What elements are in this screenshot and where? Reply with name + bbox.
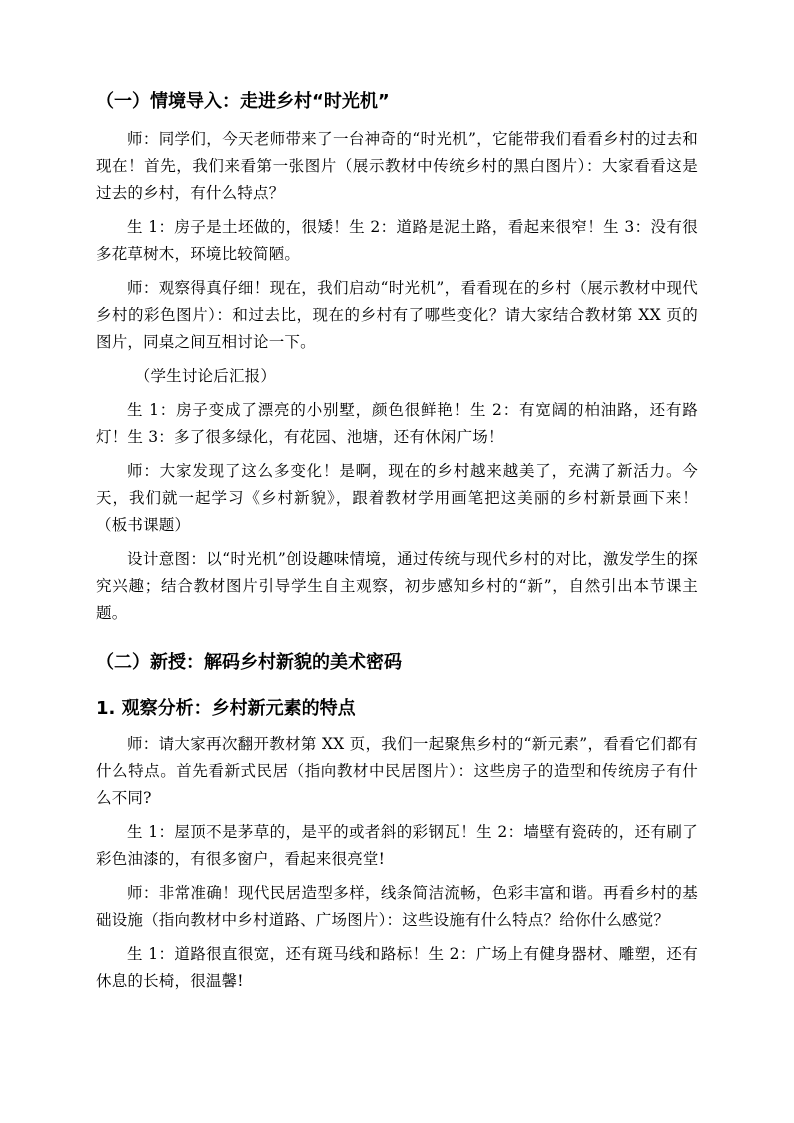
- paragraph-teacher-infrastructure: 师：非常准确！现代民居造型多样，线条简洁流畅，色彩丰富和谐。再看乡村的基础设施（指向教材中乡村道路、广场图片）：这些设施有什么特点？给你什么感觉？: [96, 884, 698, 929]
- paragraph-student-answers-2: 生 1：房子变成了漂亮的小别墅，颜色很鲜艳！生 2：有宽阔的柏油路，还有路灯！生 3：多了很多绿化，有花园、池塘，还有休闲广场！: [96, 401, 698, 446]
- paragraph-discussion-note: （学生讨论后汇报）: [134, 367, 277, 385]
- paragraph-teacher-intro: 师：同学们，今天老师带来了一台神奇的“时光机”，它能带我们看看乡村的过去和现在！首先，我们来看第一张图片（展示教材中传统乡村的黑白图片）：大家看看这是过去的乡村，有什么特点？: [96, 130, 698, 202]
- paragraph-teacher-time-machine: 师：观察得真仔细！现在，我们启动“时光机”，看看现在的乡村（展示教材中现代乡村的彩色图片）：和过去比，现在的乡村有了哪些变化？请大家结合教材第 XX 页的图片，同桌之间互相讨论一下。: [96, 279, 698, 351]
- paragraph-student-answers-3: 生 1：屋顶不是茅草的，是平的或者斜的彩钢瓦！生 2：墙壁有瓷砖的，还有刷了彩色油漆的，有很多窗户，看起来很亮堂!: [96, 823, 698, 868]
- paragraph-teacher-summary: 师：大家发现了这么多变化！是啊，现在的乡村越来越美了，充满了新活力。今天，我们就一起学习《乡村新貌》，跟着教材学用画笔把这美丽的乡村新景画下来！（板书课题）: [96, 462, 698, 534]
- paragraph-design-intent: 设计意图：以“时光机”创设趣味情境，通过传统与现代乡村的对比，激发学生的探究兴趣；结合教材图片引导学生自主观察，初步感知乡村的“新”，自然引出本节课主题。: [96, 550, 698, 622]
- document-content: [96, 88, 698, 1002]
- subsection-heading-1: 1. 观察分析：乡村新元素的特点: [96, 698, 356, 719]
- paragraph-teacher-new-elements: 师：请大家再次翻开教材第 XX 页，我们一起聚焦乡村的“新元素”，看看它们都有什么特点。首先看新式民居（指向教材中民居图片）：这些房子的造型和传统房子有什么不同?: [96, 735, 698, 807]
- section-heading-1: （一）情境导入：走进乡村“时光机”: [96, 91, 390, 112]
- section-heading-2: （二）新授：解码乡村新貌的美术密码: [96, 652, 402, 673]
- paragraph-student-answers-1: 生 1：房子是土坯做的，很矮！生 2：道路是泥土路，看起来很窄！生 3：没有很多花草树木，环境比较简陋。: [96, 218, 698, 263]
- paragraph-student-answers-4: 生 1：道路很直很宽，还有斑马线和路标！生 2：广场上有健身器材、雕塑，还有休息的长椅，很温馨!: [96, 945, 698, 990]
